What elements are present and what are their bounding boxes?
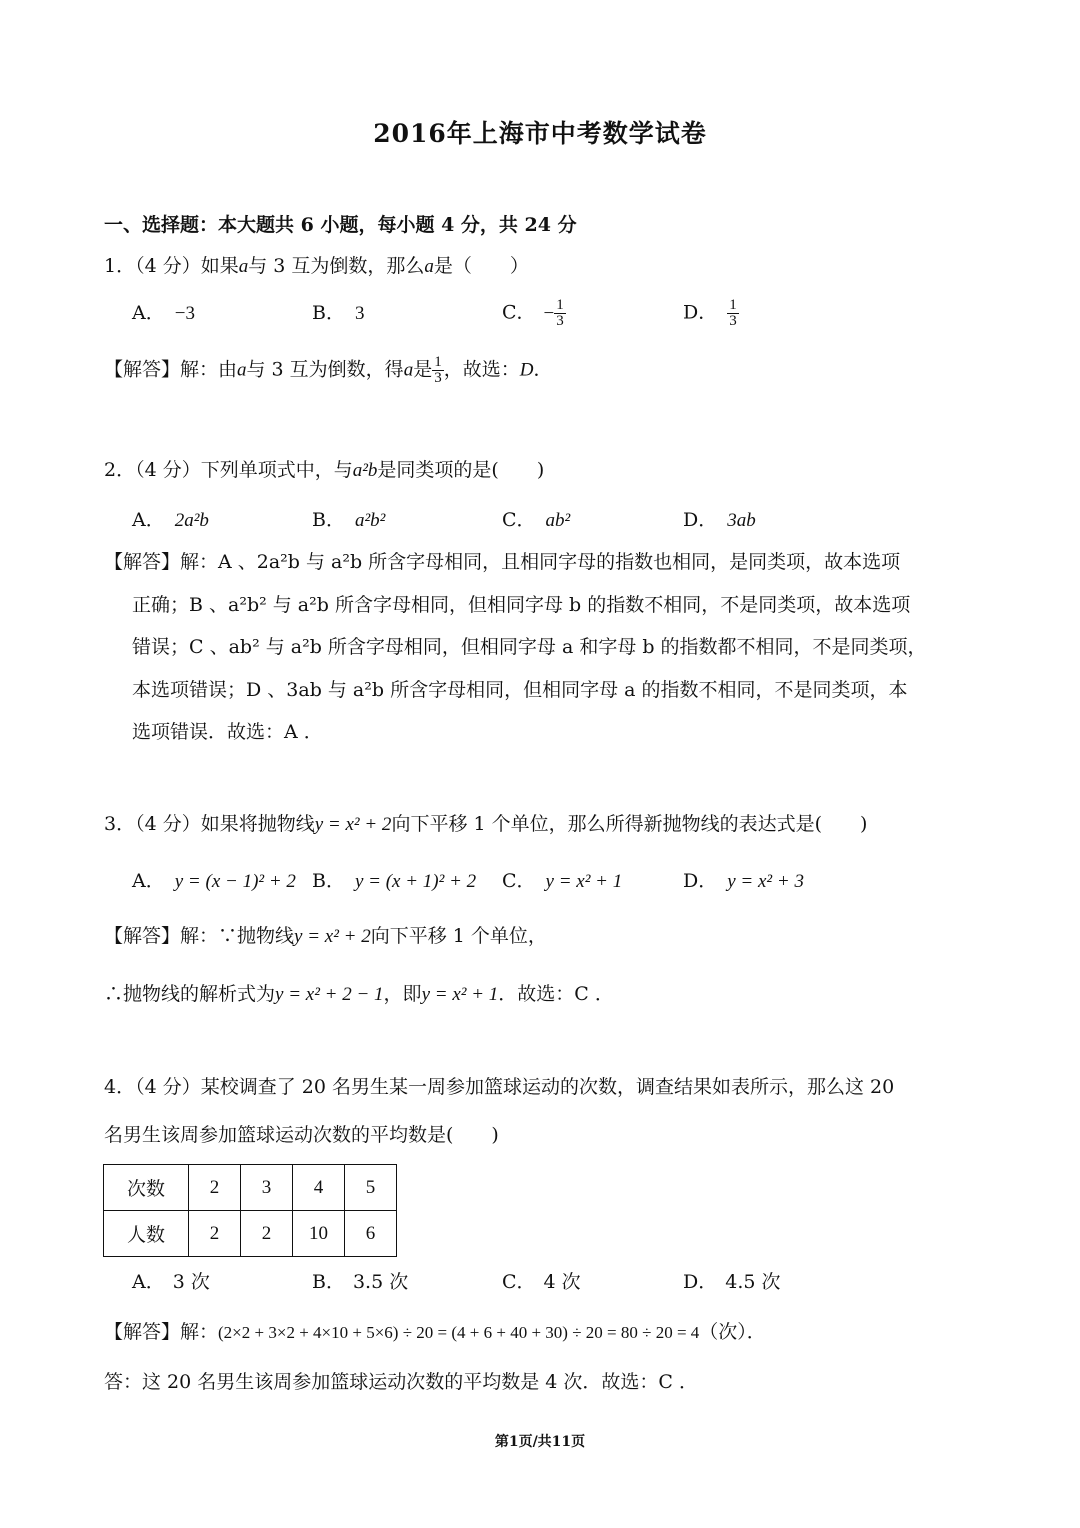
table-cell: 2: [189, 1211, 241, 1257]
question-2-option-d: D． 3ab: [683, 509, 756, 531]
question-4-conclusion: 答：这 20 名男生该周参加篮球运动次数的平均数是 4 次．故选：C ．: [104, 1371, 699, 1393]
question-4-stem-line-1: 4．（4 分）某校调查了 20 名男生某一周参加篮球运动的次数，调查结果如表所示，那么这 20: [104, 1076, 895, 1098]
question-1-option-a: A． −3: [132, 302, 195, 324]
question-2-stem: 2．（4 分）下列单项式中，与a²b是同类项的是( ): [104, 459, 545, 481]
table-cell: 4: [293, 1165, 345, 1211]
question-1-stem: 1．（4 分）如果a与 3 互为倒数，那么a是（ ）: [104, 255, 529, 277]
question-3-answer-line-2: ∴抛物线的解析式为y = x² + 2 − 1，即y = x² + 1．故选：C ．: [104, 983, 614, 1005]
question-3-option-a: A． y = (x − 1)² + 2: [132, 870, 296, 892]
question-1-option-b: B． 3: [312, 302, 365, 324]
question-1-answer: 【解答】解：由a与 3 互为倒数，得a是 $\frac{1}{3}$ ，故选：D．: [104, 354, 553, 386]
question-2-answer-line-1: 【解答】解：A 、2a²b 与 a²b 所含字母相同，且相同字母的指数也相同，是同类项，故本选项: [104, 551, 901, 573]
table-header-cell: 次数: [104, 1165, 189, 1211]
question-2-option-c: C． ab²: [502, 509, 571, 531]
question-4-option-a: A． 3 次: [132, 1271, 210, 1293]
frequency-table: [103, 1164, 397, 1257]
question-2-option-a: A． 2a²b: [132, 509, 209, 531]
question-3-stem: 3．（4 分）如果将抛物线y = x² + 2向下平移 1 个单位，那么所得新抛物线的表达式是( ): [104, 813, 868, 835]
question-4-option-c: C． 4 次: [502, 1271, 581, 1293]
question-2-answer-line-4: 本选项错误；D 、3ab 与 a²b 所含字母相同，但相同字母 a 的指数不相同，不是同类项，本: [132, 679, 908, 701]
fraction: $\frac{1}{3}$: [729, 297, 737, 329]
fraction: $\frac{1}{3}$: [556, 297, 564, 329]
question-4-answer: 【解答】解：(2×2 + 3×2 + 4×10 + 5×6) ÷ 20 = (4 + 6 + 40 + 30) ÷ 20 = 80 ÷ 20 = 4（次）．: [104, 1321, 766, 1343]
table-cell: 3: [241, 1165, 293, 1211]
table-row: [104, 1165, 397, 1211]
table-cell: 2: [189, 1165, 241, 1211]
question-1-option-c: C． − $\frac{1}{3}$: [502, 297, 564, 329]
table-cell: 5: [345, 1165, 397, 1211]
question-4-option-b: B． 3.5 次: [312, 1271, 409, 1293]
table-row: [104, 1211, 397, 1257]
table-header-cell: 人数: [104, 1211, 189, 1257]
table-cell: 6: [345, 1211, 397, 1257]
question-4-stem-line-2: 名男生该周参加篮球运动次数的平均数是( ): [104, 1124, 499, 1146]
table-cell: 2: [241, 1211, 293, 1257]
question-2-answer-line-5: 选项错误．故选：A ．: [132, 721, 323, 743]
question-3-option-d: D． y = x² + 3: [683, 870, 804, 892]
page-title: 2016年上海市中考数学试卷: [373, 119, 707, 148]
question-2-option-b: B． a²b²: [312, 509, 386, 531]
page-number: 第1页/共11页: [494, 1434, 586, 1450]
question-4-option-d: D． 4.5 次: [683, 1271, 781, 1293]
question-2-answer-line-3: 错误；C 、ab² 与 a²b 所含字母相同，但相同字母 a 和字母 b 的指数都不相同，不是同类项，: [132, 636, 927, 658]
question-1-option-d: D． $\frac{1}{3}$: [683, 297, 737, 329]
question-3-option-c: C． y = x² + 1: [502, 870, 623, 892]
question-2-answer-line-2: 正确；B 、a²b² 与 a²b 所含字母相同，但相同字母 b 的指数不相同，不是同类项，故本选项: [132, 594, 911, 616]
fraction: $\frac{1}{3}$: [434, 354, 442, 386]
section-heading: 一、选择题：本大题共 6 小题，每小题 4 分，共 24 分: [104, 214, 577, 236]
question-3-answer-line-1: 【解答】解：∵抛物线y = x² + 2向下平移 1 个单位，: [104, 925, 547, 947]
table-cell: 10: [293, 1211, 345, 1257]
question-3-option-b: B． y = (x + 1)² + 2: [312, 870, 477, 892]
